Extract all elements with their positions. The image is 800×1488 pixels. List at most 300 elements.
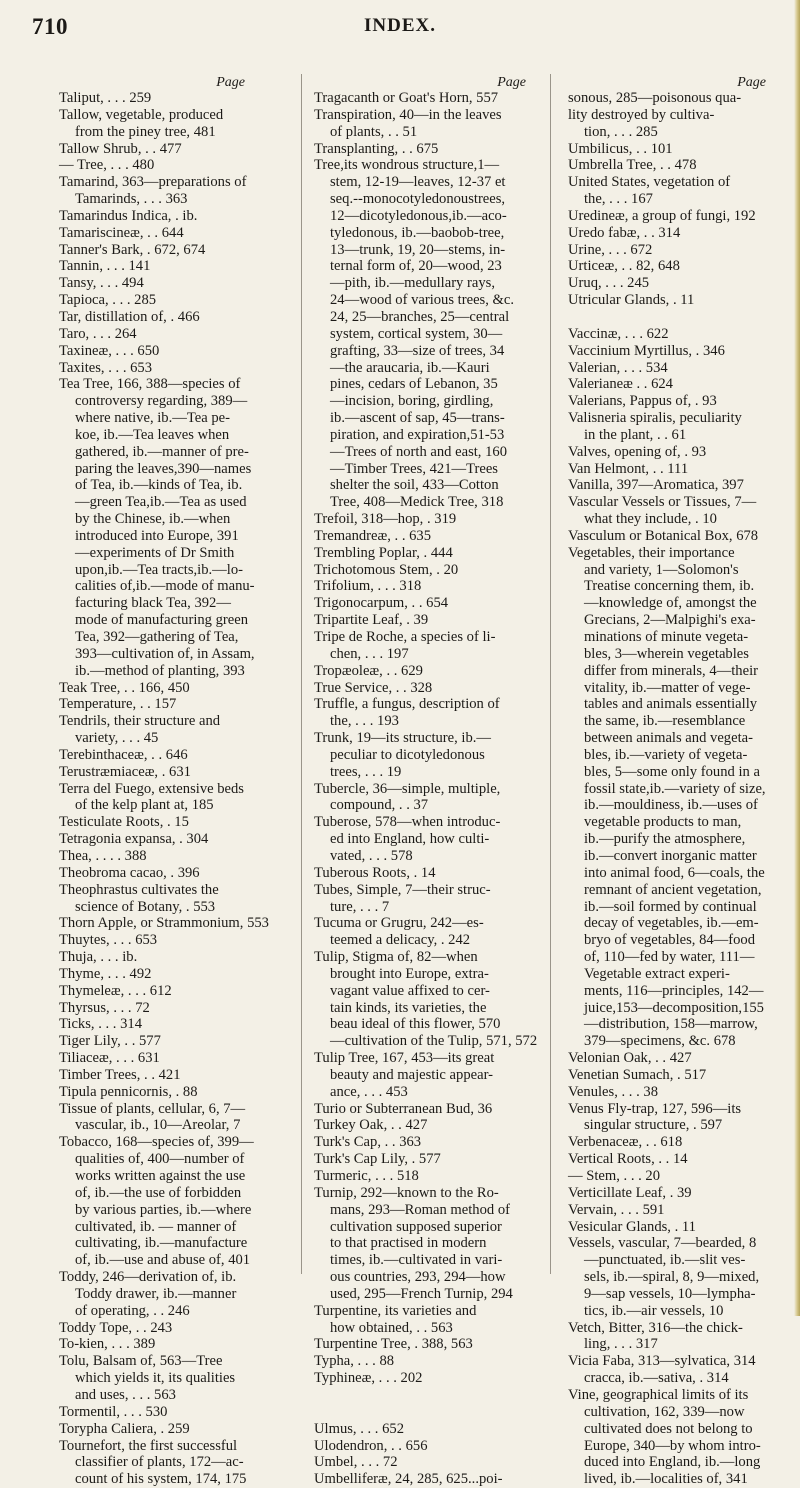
index-entry-line: Tree,its wondrous structure,1— (314, 157, 526, 174)
index-entry-line: of Tea, ib.—kinds of Tea, ib. (59, 477, 245, 494)
index-entry (568, 528, 766, 545)
page-column-label: Page (568, 76, 766, 90)
index-entry (59, 696, 245, 713)
index-entry-line: Trunk, 19—its structure, ib.— (314, 730, 526, 747)
index-entry (314, 562, 526, 579)
index-entry-line: vegetable products to man, (568, 814, 766, 831)
index-entry (314, 663, 526, 680)
index-entry (568, 1185, 766, 1202)
index-entry-line: Valisneria spiralis, peculiarity (568, 410, 766, 427)
index-entry-line: Typha, . . . 88 (314, 1353, 526, 1370)
index-entry-line: facturing black Tea, 392— (59, 595, 245, 612)
index-entry-line: grafting, 33—size of trees, 34 (314, 343, 526, 360)
index-entry-line: Vanilla, 397—Aromatica, 397 (568, 477, 766, 494)
index-entry-line: Treatise concerning them, ib. (568, 578, 766, 595)
index-entry (59, 983, 245, 1000)
index-entry-line: cracca, ib.—sativa, . 314 (568, 1370, 766, 1387)
index-entry-line: Tropæoleæ, . . 629 (314, 663, 526, 680)
index-entry-line: shelter the soil, 433—Cotton (314, 477, 526, 494)
index-entry (568, 545, 766, 1050)
index-entry-line: cultivated does not belong to (568, 1421, 766, 1438)
index-entry-line: qualities of, 400—number of (59, 1151, 245, 1168)
index-entry-line: ance, . . . 453 (314, 1084, 526, 1101)
page-column-label: Page (314, 76, 526, 90)
index-entry-line: ib.—mouldiness, ib.—uses of (568, 797, 766, 814)
index-entry-line: —the araucaria, ib.—Kauri (314, 360, 526, 377)
index-entry (59, 1421, 245, 1438)
index-entry-line: Valerian, . . . 534 (568, 360, 766, 377)
index-entry-line: Vaccinium Myrtillus, . 346 (568, 343, 766, 360)
index-entry-line: trees, . . . 19 (314, 764, 526, 781)
index-entry (314, 915, 526, 949)
index-entry-line: ture, . . . 7 (314, 899, 526, 916)
index-entry-line: vagant value affixed to cer- (314, 983, 526, 1000)
index-entry-line: Vertical Roots, . . 14 (568, 1151, 766, 1168)
page-header (0, 0, 800, 52)
index-entry-line: Tripe de Roche, a species of li- (314, 629, 526, 646)
index-entry (568, 208, 766, 225)
index-entry-line: ib.—convert inorganic matter (568, 848, 766, 865)
index-entry-line: Venetian Sumach, . 517 (568, 1067, 766, 1084)
index-entry-line: Grecians, 2—Malpighi's exa- (568, 612, 766, 629)
index-entry (568, 1050, 766, 1067)
index-entry-line: Umbelliferæ, 24, 285, 625...poi- (314, 1471, 526, 1488)
index-entry-line: tion, . . . 285 (568, 124, 766, 141)
index-entry-line: from the piney tree, 481 (59, 124, 245, 141)
index-entry (59, 258, 245, 275)
index-entry (59, 1404, 245, 1421)
index-entry-line: minations of minute vegeta- (568, 629, 766, 646)
index-entry-line: Taliput, . . . 259 (59, 90, 245, 107)
index-entry-line: by various parties, ib.—where (59, 1202, 245, 1219)
index-entry-line: Tiliaceæ, . . . 631 (59, 1050, 245, 1067)
index-entry (59, 949, 245, 966)
index-entry-line: Tuberose, 578—when introduc- (314, 814, 526, 831)
index-entry-line: used, 295—French Turnip, 294 (314, 1286, 526, 1303)
index-entry-line: Tipula pennicornis, . 88 (59, 1084, 245, 1101)
index-entry-line: Temperature, . . 157 (59, 696, 245, 713)
index-entry (568, 1101, 766, 1135)
index-entry (59, 848, 245, 865)
page-number: 710 (32, 14, 68, 40)
index-entry-line: singular structure, . 597 (568, 1117, 766, 1134)
index-entry (568, 1134, 766, 1151)
index-entry-line: decay of vegetables, ib.—em- (568, 915, 766, 932)
index-entry-line: Tree, 408—Medick Tree, 318 (314, 494, 526, 511)
index-entry-line: compound, . . 37 (314, 797, 526, 814)
index-entry (59, 242, 245, 259)
index-entry (59, 157, 245, 174)
index-entry-line: —green Tea,ib.—Tea as used (59, 494, 245, 511)
index-entry-line: pines, cedars of Lebanon, 35 (314, 376, 526, 393)
index-entry (568, 1067, 766, 1084)
index-entry-line: koe, ib.—Tea leaves when (59, 427, 245, 444)
index-entry-line: Ulodendron, . . 656 (314, 1438, 526, 1455)
index-entry-line: where native, ib.—Tea pe- (59, 410, 245, 427)
index-entry (59, 107, 245, 141)
index-entry-line: Taxineæ, . . . 650 (59, 343, 245, 360)
index-entry-line: Utricular Glands, . 11 (568, 292, 766, 309)
index-entry-line: — Tree, . . . 480 (59, 157, 245, 174)
index-entry-line: 13—trunk, 19, 20—stems, in- (314, 242, 526, 259)
index-entry-line: Theophrastus cultivates the (59, 882, 245, 899)
index-entry (59, 1016, 245, 1033)
index-entry-line: Tar, distillation of, . 466 (59, 309, 245, 326)
index-entry-line: True Service, . . 328 (314, 680, 526, 697)
index-entry-line: works written against the use (59, 1168, 245, 1185)
index-entry (314, 1454, 526, 1471)
index-entry-line: vated, . . . 578 (314, 848, 526, 865)
index-entry (568, 1387, 766, 1488)
page-column-label: Page (59, 76, 245, 90)
index-entry-line: Vesicular Glands, . 11 (568, 1219, 766, 1236)
index-entry-line: Tannin, . . . 141 (59, 258, 245, 275)
index-entry-line: Vascular Vessels or Tissues, 7— (568, 494, 766, 511)
index-entry (568, 292, 766, 309)
index-entry-line: variety, . . . 45 (59, 730, 245, 747)
index-entry-line: —distribution, 158—marrow, (568, 1016, 766, 1033)
index-entry (314, 680, 526, 697)
index-entry-line: juice,153—decomposition,155 (568, 1000, 766, 1017)
index-entry (59, 1101, 245, 1135)
index-entry (568, 174, 766, 208)
index-entry-line: introduced into Europe, 391 (59, 528, 245, 545)
index-entry (314, 629, 526, 663)
index-entry-line: 379—specimens, &c. 678 (568, 1033, 766, 1050)
index-entry (314, 1168, 526, 1185)
index-entry-line: Tobacco, 168—species of, 399— (59, 1134, 245, 1151)
index-entry-line: Theobroma cacao, . 396 (59, 865, 245, 882)
index-entry (59, 966, 245, 983)
index-entry (314, 578, 526, 595)
index-entry-line: Toddy drawer, ib.—manner (59, 1286, 245, 1303)
index-entry-line: Turnip, 292—known to the Ro- (314, 1185, 526, 1202)
index-entry-line: bles, 5—some only found in a (568, 764, 766, 781)
index-entry (59, 1134, 245, 1269)
index-entry (59, 747, 245, 764)
index-entry (314, 1101, 526, 1118)
index-entry (59, 343, 245, 360)
index-entry-line: Urine, . . . 672 (568, 242, 766, 259)
column-divider (550, 74, 551, 1274)
index-entry (59, 1438, 245, 1488)
index-entry-line: sonous, 285—poisonous qua- (568, 90, 766, 107)
index-entry (59, 1084, 245, 1101)
section-gap (314, 1404, 526, 1421)
index-entry (314, 107, 526, 141)
index-entry-line: differ from minerals, 4—their (568, 663, 766, 680)
index-entry-line: duced into England, ib.—long (568, 1454, 766, 1471)
index-column-3 (568, 76, 766, 1488)
index-entry-line: Umbrella Tree, . . 478 (568, 157, 766, 174)
index-entry-line: system, cortical system, 30— (314, 326, 526, 343)
index-entry (568, 1235, 766, 1319)
index-entry (59, 1050, 245, 1067)
index-entry-line: which yields it, its qualities (59, 1370, 245, 1387)
index-entry (59, 174, 245, 208)
index-entry-line: United States, vegetation of (568, 174, 766, 191)
index-entry-line: ib.—ascent of sap, 45—trans- (314, 410, 526, 427)
index-entry-line: Tragacanth or Goat's Horn, 557 (314, 90, 526, 107)
index-entry (568, 258, 766, 275)
index-entry (314, 1353, 526, 1370)
index-entry-line: Typhineæ, . . . 202 (314, 1370, 526, 1387)
index-entry (59, 713, 245, 747)
index-entry-line: in the plant, . . 61 (568, 427, 766, 444)
index-entry-line: Testiculate Roots, . 15 (59, 814, 245, 831)
index-entry-line: bles, 3—wherein vegetables (568, 646, 766, 663)
index-entry-line: Verbenaceæ, . . 618 (568, 1134, 766, 1151)
index-entry-line: Tubercle, 36—simple, multiple, (314, 781, 526, 798)
index-entry-line: of, ib.—the use of forbidden (59, 1185, 245, 1202)
index-entry (59, 1033, 245, 1050)
index-entry-line: Terra del Fuego, extensive beds (59, 781, 245, 798)
index-entry (568, 393, 766, 410)
index-entry-line: seq.--monocotyledonoustrees, (314, 191, 526, 208)
index-entry-line: Tripartite Leaf, . 39 (314, 612, 526, 629)
index-entry (59, 326, 245, 343)
index-entry-line: times, ib.—cultivated in vari- (314, 1252, 526, 1269)
index-entry (314, 1050, 526, 1101)
index-entry-line: Turkey Oak, . . 427 (314, 1117, 526, 1134)
index-entry (314, 949, 526, 1050)
index-entry-line: the, . . . 167 (568, 191, 766, 208)
index-entry (59, 309, 245, 326)
index-entry-line: Venules, . . . 38 (568, 1084, 766, 1101)
index-entry (314, 90, 526, 107)
index-entry-line: piration, and expiration,51-53 (314, 427, 526, 444)
index-entry (568, 410, 766, 444)
index-entry-line: ous countries, 293, 294—how (314, 1269, 526, 1286)
index-entry-line: Tamarindus Indica, . ib. (59, 208, 245, 225)
index-entry-line: of, ib.—use and abuse of, 401 (59, 1252, 245, 1269)
index-entry-line: of the kelp plant at, 185 (59, 797, 245, 814)
index-entry-line: Trembling Poplar, . 444 (314, 545, 526, 562)
index-entry-line: Tormentil, . . . 530 (59, 1404, 245, 1421)
index-entry-line: ib.—method of planting, 393 (59, 663, 245, 680)
section-gap (314, 1387, 526, 1404)
index-entry-line: count of his system, 174, 175 (59, 1471, 245, 1488)
index-entry-line: the same, ib.—resemblance (568, 713, 766, 730)
index-entry-line: 12—dicotyledonous,ib.—aco- (314, 208, 526, 225)
index-entry-line: vitality, ib.—matter of vege- (568, 680, 766, 697)
index-entry-line: ed into England, how culti- (314, 831, 526, 848)
index-entry (568, 1353, 766, 1387)
index-entry-line: Van Helmont, . . 111 (568, 461, 766, 478)
index-entry (314, 1303, 526, 1337)
index-entry (314, 882, 526, 916)
index-entry-line: Thuytes, . . . 653 (59, 932, 245, 949)
index-entry-line: lived, ib.—localities of, 341 (568, 1471, 766, 1488)
index-entry-line: of plants, . . 51 (314, 124, 526, 141)
index-entry-line: Tamarinds, . . . 363 (59, 191, 245, 208)
index-entry (314, 1117, 526, 1134)
index-entry (59, 1067, 245, 1084)
index-entry-line: Transpiration, 40—in the leaves (314, 107, 526, 124)
index-entry (314, 612, 526, 629)
index-entry-line: Trefoil, 318—hop, . 319 (314, 511, 526, 528)
index-entry-line: classifier of plants, 172—ac- (59, 1454, 245, 1471)
index-entry-line: Vasculum or Botanical Box, 678 (568, 528, 766, 545)
index-entry (314, 781, 526, 815)
index-entry-line: Tapioca, . . . 285 (59, 292, 245, 309)
index-entry-line: Umbilicus, . . 101 (568, 141, 766, 158)
index-entry-line: Uruq, . . . 245 (568, 275, 766, 292)
index-entry (59, 865, 245, 882)
index-entry-line: Tulip, Stigma of, 82—when (314, 949, 526, 966)
index-entry-line: by the Chinese, ib.—when (59, 511, 245, 528)
index-entry (568, 275, 766, 292)
index-entry-line: paring the leaves,390—names (59, 461, 245, 478)
index-entry-line: Uredineæ, a group of fungi, 192 (568, 208, 766, 225)
index-entry-line: cultivation, 162, 339—now (568, 1404, 766, 1421)
index-entry-line: Tea, 392—gathering of Tea, (59, 629, 245, 646)
index-entry (314, 1336, 526, 1353)
index-entry (59, 90, 245, 107)
index-entry-line: ments, 116—principles, 142— (568, 983, 766, 1000)
index-entry-line: Tendrils, their structure and (59, 713, 245, 730)
index-entry (568, 141, 766, 158)
index-entry-line: between animals and vegeta- (568, 730, 766, 747)
index-entry (314, 157, 526, 511)
section-gap (568, 309, 766, 326)
index-entry (568, 494, 766, 528)
index-entry-line: —punctuated, ib.—slit ves- (568, 1252, 766, 1269)
index-entry-line: chen, . . . 197 (314, 646, 526, 663)
index-entry-line: Tuberous Roots, . 14 (314, 865, 526, 882)
index-entry-line: Taxites, . . . 653 (59, 360, 245, 377)
index-entry-line: Valves, opening of, . 93 (568, 444, 766, 461)
index-entry (59, 680, 245, 697)
index-entry-line: Thea, . . . . 388 (59, 848, 245, 865)
index-entry-line: Vaccinæ, . . . 622 (568, 326, 766, 343)
index-entry (568, 1202, 766, 1219)
index-entry-line: Turk's Cap, . . 363 (314, 1134, 526, 1151)
index-entry-line: vascular, ib., 10—Areolar, 7 (59, 1117, 245, 1134)
index-entry-line: Turmeric, . . . 518 (314, 1168, 526, 1185)
index-entry-line: Vicia Faba, 313—sylvatica, 314 (568, 1353, 766, 1370)
index-entry (568, 242, 766, 259)
index-entry (568, 444, 766, 461)
index-entry (568, 376, 766, 393)
index-entry-line: Trifolium, . . . 318 (314, 578, 526, 595)
index-entry-line: tables and animals essentially (568, 696, 766, 713)
index-entry-line: mode of manufacturing green (59, 612, 245, 629)
index-entry-line: lity destroyed by cultiva- (568, 107, 766, 124)
index-column-2 (314, 76, 526, 1488)
index-entry-line: to that practised in modern (314, 1235, 526, 1252)
index-entry (314, 865, 526, 882)
index-entry-line: Tallow, vegetable, produced (59, 107, 245, 124)
index-entry-line: peculiar to dicotyledonous (314, 747, 526, 764)
index-entry-line: Truffle, a fungus, description of (314, 696, 526, 713)
index-entry (314, 1421, 526, 1438)
index-entry-line: Tissue of plants, cellular, 6, 7— (59, 1101, 245, 1118)
index-entry-line: Tansy, . . . 494 (59, 275, 245, 292)
index-entry-line: Taro, . . . 264 (59, 326, 245, 343)
index-entry-line: Ticks, . . . 314 (59, 1016, 245, 1033)
index-entry (59, 764, 245, 781)
index-entry (314, 814, 526, 865)
index-entry-line: Vessels, vascular, 7—bearded, 8 (568, 1235, 766, 1252)
index-entry-line: Valerians, Pappus of, . 93 (568, 393, 766, 410)
index-entry-line: —pith, ib.—medullary rays, (314, 275, 526, 292)
index-entry-line: —Timber Trees, 421—Trees (314, 461, 526, 478)
index-entry (568, 343, 766, 360)
index-entry-line: Trigonocarpum, . . 654 (314, 595, 526, 612)
index-entry-line: controversy regarding, 389— (59, 393, 245, 410)
index-entry-line: —knowledge of, amongst the (568, 595, 766, 612)
index-entry-line: —experiments of Dr Smith (59, 545, 245, 562)
index-entry-line: Tanner's Bark, . 672, 674 (59, 242, 245, 259)
index-entry (59, 1000, 245, 1017)
index-entry-line: 24—wood of various trees, &c. (314, 292, 526, 309)
column-divider (301, 74, 302, 1274)
index-entry (59, 814, 245, 831)
index-entry-line: cultivating, ib.—manufacture (59, 1235, 245, 1252)
index-entry (59, 275, 245, 292)
index-entry-line: Tallow Shrub, . . 477 (59, 141, 245, 158)
index-entry (59, 208, 245, 225)
index-entry-line: tics, ib.—air vessels, 10 (568, 1303, 766, 1320)
index-entry-line: gathered, ib.—manner of pre- (59, 444, 245, 461)
index-entry-line: Turpentine Tree, . 388, 563 (314, 1336, 526, 1353)
index-entry (314, 528, 526, 545)
index-entry-line: into animal food, 6—coals, the (568, 865, 766, 882)
page-title: INDEX. (0, 15, 800, 37)
index-entry-line: how obtained, . . 563 (314, 1320, 526, 1337)
index-entry (59, 1336, 245, 1353)
index-entry (59, 360, 245, 377)
index-entry-line: the, . . . 193 (314, 713, 526, 730)
index-column-1 (59, 76, 245, 1488)
index-entry (314, 1471, 526, 1488)
index-entry-line: Umbel, . . . 72 (314, 1454, 526, 1471)
index-entry-line: ling, . . . 317 (568, 1336, 766, 1353)
index-entry-line: sels, ib.—spiral, 8, 9—mixed, (568, 1269, 766, 1286)
index-entry-line: Velonian Oak, . . 427 (568, 1050, 766, 1067)
index-entry (568, 1219, 766, 1236)
index-entry-line: Turk's Cap Lily, . 577 (314, 1151, 526, 1168)
index-entry-line: —incision, boring, girdling, (314, 393, 526, 410)
index-entry (568, 1168, 766, 1185)
index-entry-line: and uses, . . . 563 (59, 1387, 245, 1404)
index-entry (59, 292, 245, 309)
index-entry-line: beauty and majestic appear- (314, 1067, 526, 1084)
index-entry-line: ternal form of, 20—wood, 23 (314, 258, 526, 275)
index-entry-line: Torypha Caliera, . 259 (59, 1421, 245, 1438)
index-entry-line: Venus Fly-trap, 127, 596—its (568, 1101, 766, 1118)
index-entry (59, 882, 245, 916)
index-entry-line: tyledonous, ib.—baobob-tree, (314, 225, 526, 242)
index-entry-line: Ulmus, . . . 652 (314, 1421, 526, 1438)
index-entry-line: Valerianeæ . . 624 (568, 376, 766, 393)
index-entry (568, 107, 766, 141)
index-entry-line: Tucuma or Grugru, 242—es- (314, 915, 526, 932)
index-entry-line: Tournefort, the first successful (59, 1438, 245, 1455)
index-entry (59, 225, 245, 242)
index-entry-line: Thuja, . . . ib. (59, 949, 245, 966)
index-entry-line: Vetch, Bitter, 316—the chick- (568, 1320, 766, 1337)
index-entry-line: Terebinthaceæ, . . 646 (59, 747, 245, 764)
index-entry-line: of, 110—fed by water, 111— (568, 949, 766, 966)
index-entry-line: tain kinds, its varieties, the (314, 1000, 526, 1017)
index-entry (314, 1438, 526, 1455)
index-entry-line: stem, 12-19—leaves, 12-37 et (314, 174, 526, 191)
index-entry-line: Tiger Lily, . . 577 (59, 1033, 245, 1050)
index-entry-line: Thyrsus, . . . 72 (59, 1000, 245, 1017)
index-entry-line: mans, 293—Roman method of (314, 1202, 526, 1219)
